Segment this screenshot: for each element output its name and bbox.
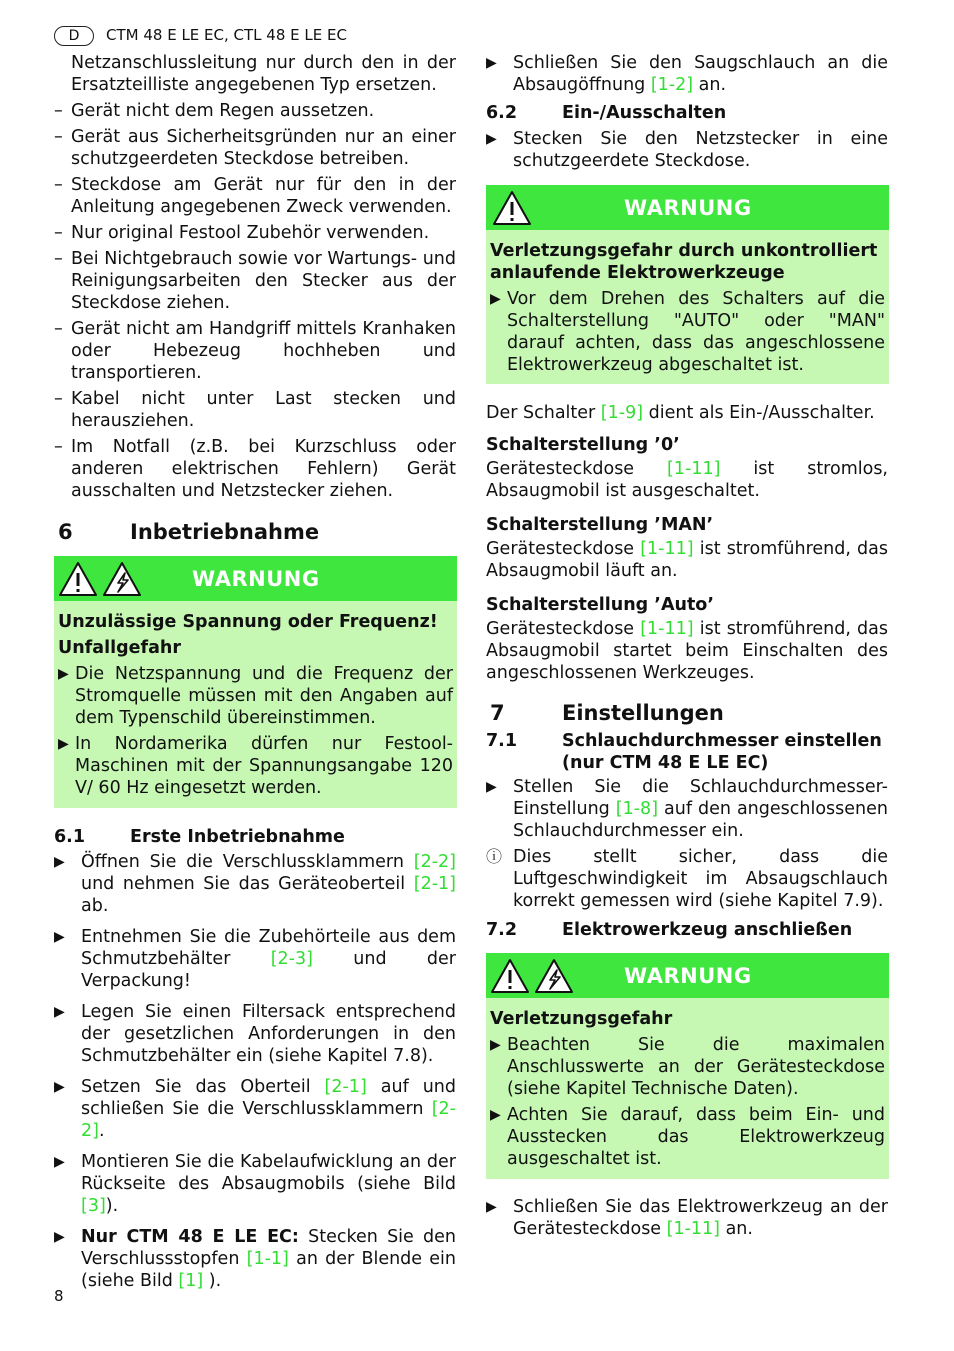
bullet-arrow-icon: ▶	[490, 291, 501, 307]
language-badge: D	[54, 26, 94, 46]
warning-subheading: Unfallgefahr	[58, 638, 181, 658]
electric-hazard-icon	[490, 958, 576, 994]
step-item: ▶ Nur CTM 48 E LE EC: Stecken Sie den Verschlussstopfen [1-1] an der Blende ein (siehe Bild [1] ).	[54, 1227, 456, 1291]
step-item: ▶ Stellen Sie die Schlauchdurchmesser-Einstellung [1-8] auf den angeschlossenen Schlauchdurchmesser ein.	[486, 777, 889, 841]
switch-position-man-text: Gerätesteckdose [1-11] ist stromführend, das Absaugmobil läuft an.	[486, 539, 888, 581]
switch-positions	[486, 402, 888, 684]
warning-bullet: ▶ Die Netzspannung und die Frequenz der Stromquelle müssen mit den Angaben auf dem Typenschild übereinstimmen.	[58, 664, 453, 728]
page-number: 8	[54, 1287, 64, 1305]
hose-diameter-steps	[486, 776, 888, 916]
list-item: – Im Notfall (z.B. bei Kurzschluss oder anderen elektrischen Fehlern) Gerät ausschalten und Netzstecker ziehen.	[54, 437, 456, 501]
bullet-arrow-icon: ▶	[54, 1079, 65, 1095]
section-6-1-heading: 6.1 Erste Inbetriebnahme	[54, 827, 345, 847]
section-6-2-heading: 6.2 Ein-/Ausschalten	[486, 103, 727, 123]
warning-box-startup	[486, 185, 889, 384]
warning-box-connect	[486, 953, 889, 1179]
warning-heading: Verletzungsgefahr durch unkontrolliert anlaufende Elektrowerkzeuge	[490, 241, 878, 283]
bullet-arrow-icon: ▶	[58, 736, 69, 752]
connect-tool-step	[486, 1196, 888, 1244]
warning-bullet: ▶ Beachten Sie die maximalen Anschlusswerte an der Gerätesteckdose (siehe Kapitel Technische Daten).	[490, 1035, 885, 1099]
switch-on-step	[486, 128, 888, 176]
warning-bullet: ▶ In Nordamerika dürfen nur Festool-Maschinen mit der Spannungsangabe 120 V/ 60 Hz eingesetzt werden.	[58, 734, 453, 798]
section-7-1-heading: 7.1 Schlauchdurchmesser einstellen (nur CTM 48 E LE EC)	[486, 731, 882, 773]
list-item: – Steckdose am Gerät nur für den in der Anleitung angegebenen Zweck verwenden.	[54, 175, 456, 217]
step-item: ▶ Schließen Sie das Elektrowerkzeug an der Gerätesteckdose [1-11] an.	[486, 1197, 888, 1239]
switch-position-0-heading: Schalterstellung ’0’	[486, 435, 680, 455]
bullet-arrow-icon: ▶	[54, 1229, 65, 1245]
warning-bullet: ▶ Achten Sie darauf, dass beim Ein- und Ausstecken das Elektrowerkzeug ausgeschaltet ist.	[490, 1105, 885, 1169]
bullet-arrow-icon: ▶	[54, 854, 65, 870]
step-item: ▶ Öffnen Sie die Verschlussklammern [2-2] und nehmen Sie das Geräteoberteil [2-1] ab.	[54, 852, 456, 916]
warning-bullet: ▶ Vor dem Drehen des Schalters auf die Schalterstellung "AUTO" oder "MAN" darauf achten, dass das angeschlossene Elektrowerkzeug abgeschaltet ist.	[490, 289, 885, 375]
warning-box-voltage	[54, 556, 457, 808]
switch-position-man-heading: Schalterstellung ’MAN’	[486, 515, 714, 535]
warning-header	[54, 556, 457, 601]
warning-heading: Verletzungsgefahr	[490, 1009, 673, 1029]
right-column-top	[486, 52, 888, 100]
switch-position-0-text: Gerätesteckdose [1-11] ist stromlos, Absaugmobil ist ausgeschaltet.	[486, 459, 888, 501]
info-icon: ⓘ	[486, 847, 503, 866]
warning-label: WARNUNG	[192, 567, 320, 591]
section-6-heading: 6 Inbetriebnahme	[58, 520, 320, 544]
list-item: – Bei Nichtgebrauch sowie vor Wartungs- und Reinigungsarbeiten den Stecker aus der Steckdose ziehen.	[54, 249, 456, 313]
warning-label: WARNUNG	[624, 196, 752, 220]
left-column-top	[54, 52, 456, 506]
step-item: ▶ Stecken Sie den Netzstecker in eine schutzgeerdete Steckdose.	[486, 129, 888, 171]
bullet-arrow-icon: ▶	[486, 55, 497, 71]
list-item: – Gerät nicht dem Regen aussetzen.	[54, 101, 375, 121]
warning-header	[486, 185, 889, 230]
header-title: CTM 48 E LE EC, CTL 48 E LE EC	[106, 26, 347, 44]
list-item: – Nur original Festool Zubehör verwenden.	[54, 223, 430, 243]
step-item: ▶ Schließen Sie den Saugschlauch an die Absaugöffnung [1-2] an.	[486, 53, 888, 95]
bullet-arrow-icon: ▶	[490, 1107, 501, 1123]
continuation-text: Netzanschlussleitung nur durch den in der Ersatzteilliste angegebenen Typ ersetzen.	[71, 53, 456, 95]
bullet-arrow-icon: ▶	[54, 1004, 65, 1020]
warning-heading: Unzulässige Spannung oder Frequenz!	[58, 612, 438, 632]
bullet-arrow-icon: ▶	[486, 779, 497, 795]
bullet-arrow-icon: ▶	[58, 666, 69, 682]
warning-header	[486, 953, 889, 998]
list-item: – Kabel nicht unter Last stecken und herausziehen.	[54, 389, 456, 431]
list-item: – Gerät nicht am Handgriff mittels Kranhaken oder Hebezeug hochheben und transportieren.	[54, 319, 456, 383]
bullet-arrow-icon: ▶	[54, 929, 65, 945]
warning-triangle-icon	[58, 561, 144, 597]
list-item: – Gerät aus Sicherheitsgründen nur an einer schutzgeerdeten Steckdose betreiben.	[54, 127, 456, 169]
step-item: ▶ Montieren Sie die Kabelaufwicklung an der Rückseite des Absaugmobils (siehe Bild [3]).	[54, 1152, 456, 1216]
bullet-arrow-icon: ▶	[486, 1199, 497, 1215]
step-item: ▶ Entnehmen Sie die Zubehörteile aus dem Schmutzbehälter [2-3] und der Verpackung!	[54, 927, 456, 991]
info-item: ⓘ Dies stellt sicher, dass die Luftgeschwindigkeit im Absaugschlauch korrekt gemessen wird (siehe Kapitel 7.9).	[486, 847, 888, 911]
bullet-arrow-icon: ▶	[54, 1154, 65, 1170]
bullet-arrow-icon: ▶	[490, 1037, 501, 1053]
switch-position-auto-text: Gerätesteckdose [1-11] ist stromführend, das Absaugmobil startet beim Einschalten des angeschlossenen Werkzeuges.	[486, 619, 888, 683]
section-7-heading: 7 Einstellungen	[490, 701, 724, 725]
switch-description: Der Schalter [1-9] dient als Ein-/Ausschalter.	[486, 403, 875, 423]
bullet-arrow-icon: ▶	[486, 131, 497, 147]
switch-position-auto-heading: Schalterstellung ’Auto’	[486, 595, 714, 615]
step-item: ▶ Setzen Sie das Oberteil [2-1] auf und schließen Sie die Verschlussklammern [2-2].	[54, 1077, 456, 1141]
warning-triangle-icon	[492, 190, 532, 226]
section-7-2-heading: 7.2 Elektrowerkzeug anschließen	[486, 920, 853, 940]
first-use-steps	[54, 851, 456, 1296]
warning-label: WARNUNG	[624, 964, 752, 988]
step-item: ▶ Legen Sie einen Filtersack entsprechend der gesetzlichen Anforderungen in den Schmutzbehälter ein (siehe Kapitel 7.8).	[54, 1002, 456, 1066]
